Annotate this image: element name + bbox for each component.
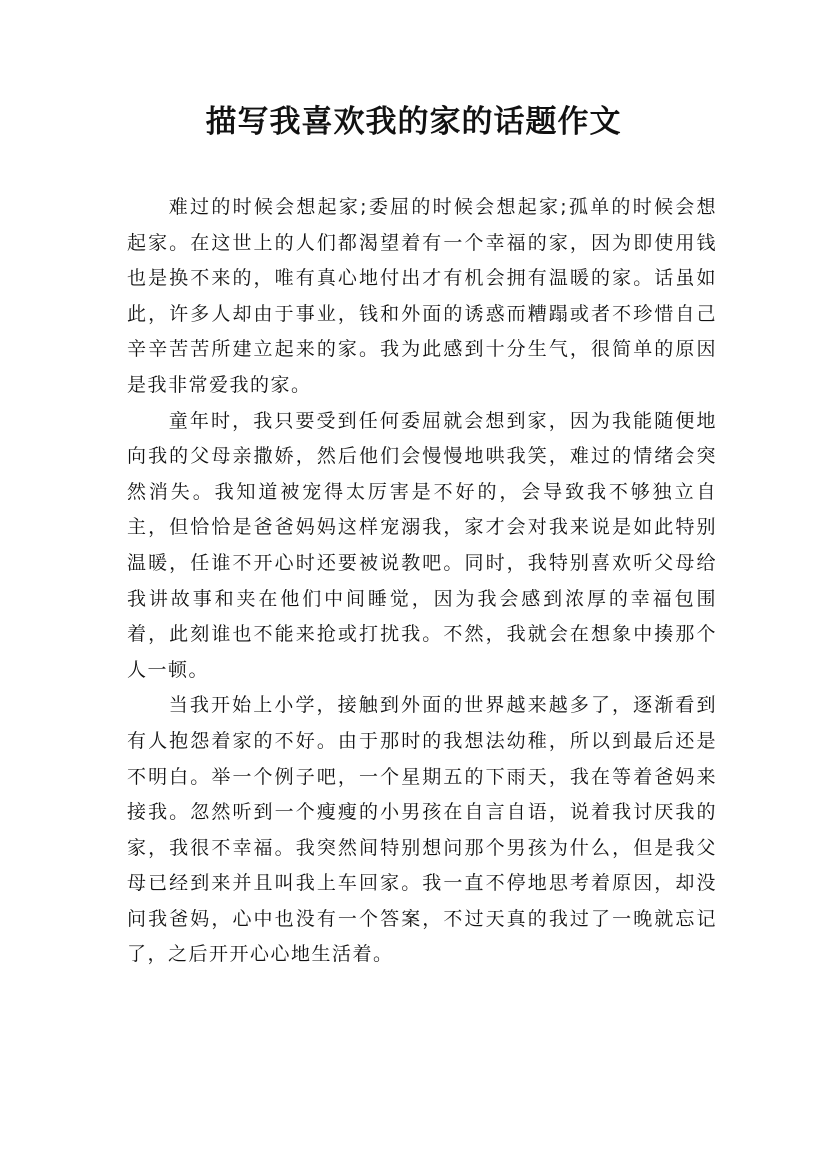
paragraph-1: 难过的时候会想起家;委屈的时候会想起家;孤单的时候会想起家。在这世上的人们都渴望着有一个幸福的家，因为即使用钱也是换不来的，唯有真心地付出才有机会拥有温暖的家。话虽如此，许多人却由于事业，钱和外面的诱惑而糟蹋或者不珍惜自己辛辛苦苦所建立起来的家。我为此感到十分生气，很简单的原因是我非常爱我的家。 — [127, 196, 717, 396]
paragraph-2: 童年时，我只要受到任何委屈就会想到家，因为我能随便地向我的父母亲撒娇，然后他们会慢慢地哄我笑，难过的情绪会突然消失。我知道被宠得太厉害是不好的，会导致我不够独立自主，但恰恰是爸爸妈妈这样宠溺我，家才会对我来说是如此特别温暖，任谁不开心时还要被说教吧。同时，我特别喜欢听父母给我讲故事和夹在他们中间睡觉，因为我会感到浓厚的幸福包围着，此刻谁也不能来抢或打扰我。不然，我就会在想象中揍那个人一顿。 — [127, 409, 717, 681]
paragraph-3: 当我开始上小学，接触到外面的世界越来越多了，逐渐看到有人抱怨着家的不好。由于那时的我想法幼稚，所以到最后还是不明白。举一个例子吧，一个星期五的下雨天，我在等着爸妈来接我。忽然听到一个瘦瘦的小男孩在自言自语，说着我讨厌我的家，我很不幸福。我突然间特别想问那个男孩为什么，但是我父母已经到来并且叫我上车回家。我一直不停地思考着原因，却没问我爸妈，心中也没有一个答案，不过天真的我过了一晚就忘记了，之后开开心心地生活着。 — [127, 694, 717, 966]
document-body — [127, 190, 717, 973]
document-title: 描写我喜欢我的家的话题作文 — [205, 104, 622, 140]
